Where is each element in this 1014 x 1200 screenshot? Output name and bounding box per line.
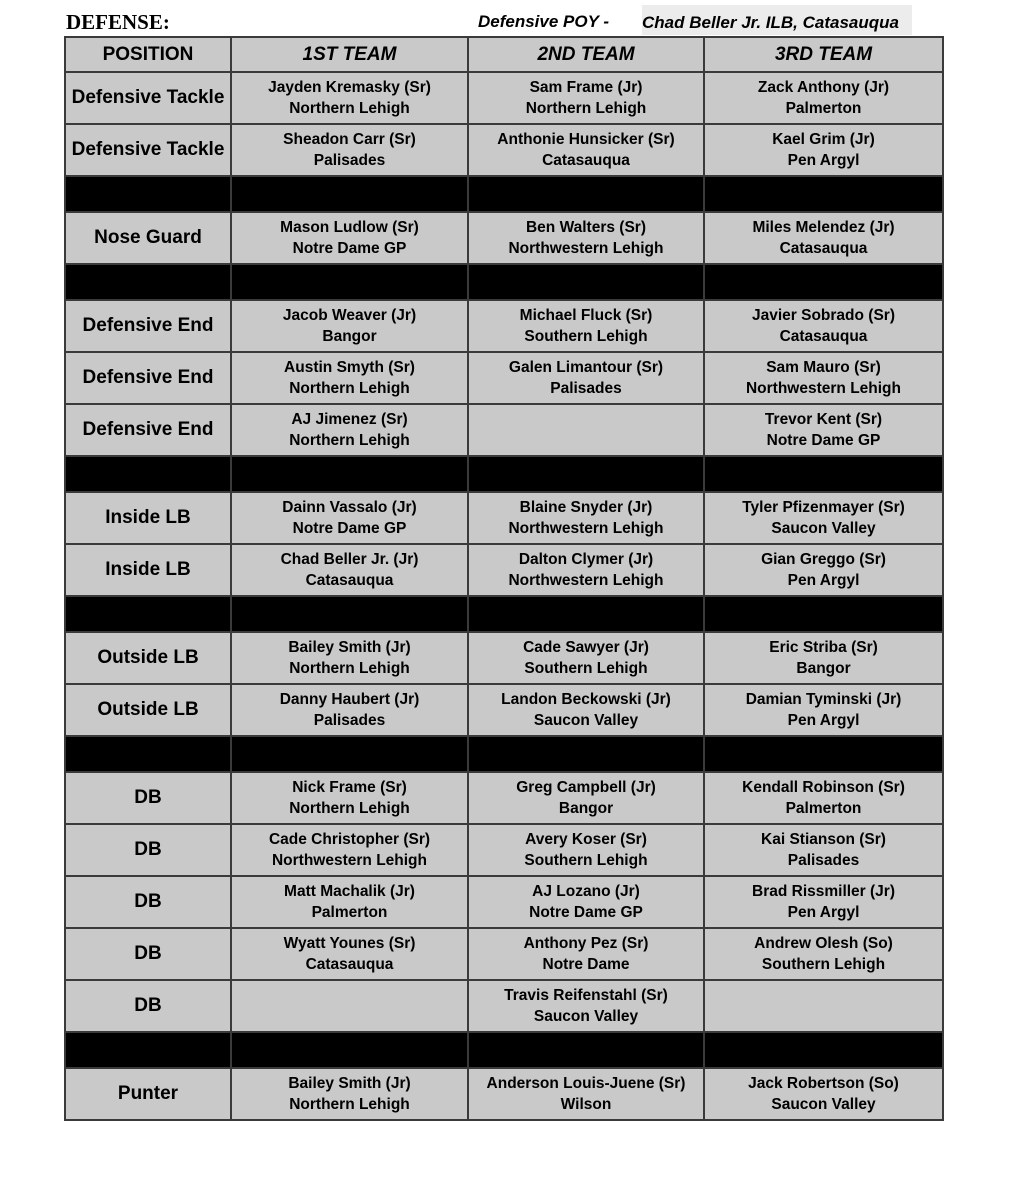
player-name: Dalton Clymer (Jr) bbox=[518, 551, 654, 568]
player-name: Eric Striba (Sr) bbox=[769, 639, 878, 656]
header-second-team: 2ND TEAM bbox=[468, 37, 704, 72]
poy-label: Defensive POY - bbox=[478, 12, 610, 31]
player-name: Sam Frame (Jr) bbox=[529, 79, 643, 96]
table-row bbox=[65, 124, 943, 176]
position-cell: Defensive End bbox=[65, 352, 231, 404]
third-team-cell bbox=[704, 544, 943, 596]
third-team-cell bbox=[704, 876, 943, 928]
player-school: Bangor bbox=[322, 328, 377, 345]
separator-cell bbox=[468, 596, 704, 632]
player-school: Palisades bbox=[313, 152, 386, 169]
table-row bbox=[65, 980, 943, 1032]
player-name: Bailey Smith (Jr) bbox=[288, 639, 411, 656]
player-school: Northern Lehigh bbox=[289, 432, 410, 449]
player-name: Andrew Olesh (So) bbox=[754, 935, 893, 952]
player-school: Palmerton bbox=[785, 800, 862, 817]
player-name: Anthonie Hunsicker (Sr) bbox=[497, 131, 675, 148]
third-team-cell bbox=[704, 684, 943, 736]
player-school: Northern Lehigh bbox=[289, 800, 410, 817]
player-school: Bangor bbox=[796, 660, 851, 677]
player-name: Damian Tyminski (Jr) bbox=[745, 691, 902, 708]
player-name: Tyler Pfizenmayer (Sr) bbox=[742, 499, 905, 516]
separator-cell bbox=[65, 176, 231, 212]
player-school: Wilson bbox=[560, 1096, 612, 1113]
separator-cell bbox=[231, 456, 468, 492]
second-team-cell bbox=[468, 404, 704, 456]
player-school: Notre Dame GP bbox=[292, 240, 407, 257]
first-team-cell bbox=[231, 352, 468, 404]
third-team-cell bbox=[704, 928, 943, 980]
separator-cell bbox=[704, 1032, 943, 1068]
player-school: Palmerton bbox=[785, 100, 862, 117]
player-name: Danny Haubert (Jr) bbox=[279, 691, 420, 708]
player-name: AJ Lozano (Jr) bbox=[532, 883, 640, 900]
player-name: Cade Christopher (Sr) bbox=[268, 831, 431, 848]
first-team-cell bbox=[231, 632, 468, 684]
player-school: Pen Argyl bbox=[787, 572, 860, 589]
player-name: Brad Rissmiller (Jr) bbox=[752, 883, 895, 900]
player-school: Notre Dame GP bbox=[292, 520, 407, 537]
player-school: Pen Argyl bbox=[787, 152, 860, 169]
player-school: Southern Lehigh bbox=[524, 852, 648, 869]
position-cell: DB bbox=[65, 876, 231, 928]
separator-cell bbox=[468, 264, 704, 300]
player-school: Saucon Valley bbox=[533, 712, 639, 729]
table-row bbox=[65, 876, 943, 928]
player-name: Jacob Weaver (Jr) bbox=[282, 307, 417, 324]
separator-row bbox=[65, 176, 943, 212]
third-team-cell bbox=[704, 1068, 943, 1120]
separator-cell bbox=[704, 596, 943, 632]
separator-cell bbox=[231, 176, 468, 212]
separator-cell bbox=[65, 264, 231, 300]
table-row bbox=[65, 404, 943, 456]
second-team-cell bbox=[468, 684, 704, 736]
first-team-cell bbox=[231, 72, 468, 124]
player-name: Ben Walters (Sr) bbox=[525, 219, 646, 236]
separator-cell bbox=[468, 456, 704, 492]
table-header-row bbox=[65, 37, 943, 72]
separator-row bbox=[65, 596, 943, 632]
position-cell: DB bbox=[65, 824, 231, 876]
separator-cell bbox=[231, 264, 468, 300]
player-school: Southern Lehigh bbox=[524, 660, 648, 677]
header-first-team: 1ST TEAM bbox=[231, 37, 468, 72]
player-name: Cade Sawyer (Jr) bbox=[523, 639, 649, 656]
first-team-cell bbox=[231, 544, 468, 596]
player-name: Kendall Robinson (Sr) bbox=[742, 779, 905, 796]
player-school: Saucon Valley bbox=[771, 520, 876, 537]
player-name: Kai Stianson (Sr) bbox=[761, 831, 886, 848]
second-team-cell bbox=[468, 980, 704, 1032]
player-school: Catasauqua bbox=[542, 152, 630, 169]
position-cell: Outside LB bbox=[65, 632, 231, 684]
separator-row bbox=[65, 456, 943, 492]
separator-cell bbox=[704, 176, 943, 212]
player-name: Chad Beller Jr. (Jr) bbox=[280, 551, 419, 568]
player-school: Pen Argyl bbox=[787, 712, 860, 729]
player-school: Palmerton bbox=[311, 904, 388, 921]
player-name: Sheadon Carr (Sr) bbox=[283, 131, 416, 148]
separator-cell bbox=[231, 736, 468, 772]
player-school: Catasauqua bbox=[779, 240, 868, 257]
table-row bbox=[65, 212, 943, 264]
player-school: Northern Lehigh bbox=[289, 660, 410, 677]
table-row bbox=[65, 300, 943, 352]
first-team-cell bbox=[231, 980, 468, 1032]
position-cell: Punter bbox=[65, 1068, 231, 1120]
header-position: POSITION bbox=[65, 37, 231, 72]
second-team-cell bbox=[468, 928, 704, 980]
player-name: Travis Reifenstahl (Sr) bbox=[504, 987, 668, 1004]
position-cell: Defensive Tackle bbox=[65, 124, 231, 176]
separator-cell bbox=[231, 1032, 468, 1068]
player-school: Saucon Valley bbox=[771, 1096, 876, 1113]
player-name: Avery Koser (Sr) bbox=[525, 831, 647, 848]
first-team-cell bbox=[231, 876, 468, 928]
position-cell: Nose Guard bbox=[65, 212, 231, 264]
player-name: Wyatt Younes (Sr) bbox=[283, 935, 416, 952]
player-school: Notre Dame bbox=[542, 956, 630, 973]
player-school: Northwestern Lehigh bbox=[508, 520, 664, 537]
player-name: Javier Sobrado (Sr) bbox=[752, 307, 895, 324]
player-name: Sam Mauro (Sr) bbox=[766, 359, 881, 376]
second-team-cell bbox=[468, 876, 704, 928]
player-school: Northern Lehigh bbox=[289, 1096, 410, 1113]
table-body bbox=[65, 72, 943, 1120]
position-cell: DB bbox=[65, 980, 231, 1032]
player-name: AJ Jimenez (Sr) bbox=[291, 411, 408, 428]
third-team-cell bbox=[704, 300, 943, 352]
position-cell: Inside LB bbox=[65, 492, 231, 544]
table-row bbox=[65, 824, 943, 876]
first-team-cell bbox=[231, 404, 468, 456]
second-team-cell bbox=[468, 72, 704, 124]
player-school: Catasauqua bbox=[305, 572, 394, 589]
second-team-cell bbox=[468, 544, 704, 596]
player-school: Northwestern Lehigh bbox=[508, 240, 664, 257]
second-team-cell bbox=[468, 300, 704, 352]
second-team-cell bbox=[468, 124, 704, 176]
table-row bbox=[65, 1068, 943, 1120]
player-name: Mason Ludlow (Sr) bbox=[280, 219, 419, 236]
player-school: Northern Lehigh bbox=[289, 380, 410, 397]
player-name: Bailey Smith (Jr) bbox=[288, 1075, 411, 1092]
separator-cell bbox=[468, 1032, 704, 1068]
position-cell: Defensive End bbox=[65, 404, 231, 456]
separator-row bbox=[65, 264, 943, 300]
table-row bbox=[65, 544, 943, 596]
separator-cell bbox=[468, 176, 704, 212]
second-team-cell bbox=[468, 632, 704, 684]
second-team-cell bbox=[468, 492, 704, 544]
table-row bbox=[65, 684, 943, 736]
first-team-cell bbox=[231, 824, 468, 876]
player-name: Anthony Pez (Sr) bbox=[523, 935, 649, 952]
third-team-cell bbox=[704, 124, 943, 176]
separator-cell bbox=[704, 264, 943, 300]
player-name: Jayden Kremasky (Sr) bbox=[268, 79, 431, 96]
player-name: Trevor Kent (Sr) bbox=[764, 411, 883, 428]
separator-cell bbox=[65, 596, 231, 632]
poy-value: Chad Beller Jr. ILB, Catasauqua bbox=[642, 5, 912, 35]
player-school: Bangor bbox=[558, 800, 614, 817]
header-third-team: 3RD TEAM bbox=[704, 37, 943, 72]
player-name: Michael Fluck (Sr) bbox=[519, 307, 653, 324]
table-row bbox=[65, 632, 943, 684]
third-team-cell bbox=[704, 352, 943, 404]
player-school: Palisades bbox=[550, 380, 622, 397]
player-school: Pen Argyl bbox=[787, 904, 860, 921]
player-name: Miles Melendez (Jr) bbox=[752, 219, 895, 236]
position-cell: Defensive Tackle bbox=[65, 72, 231, 124]
player-name: Kael Grim (Jr) bbox=[772, 131, 875, 148]
separator-cell bbox=[65, 456, 231, 492]
player-school: Southern Lehigh bbox=[524, 328, 648, 345]
second-team-cell bbox=[468, 772, 704, 824]
table-row bbox=[65, 492, 943, 544]
first-team-cell bbox=[231, 928, 468, 980]
player-name: Blaine Snyder (Jr) bbox=[519, 499, 653, 516]
player-school: Northwestern Lehigh bbox=[745, 380, 901, 397]
table-row bbox=[65, 928, 943, 980]
player-school: Saucon Valley bbox=[533, 1008, 639, 1025]
position-cell: Defensive End bbox=[65, 300, 231, 352]
player-name: Zack Anthony (Jr) bbox=[757, 79, 890, 96]
separator-cell bbox=[231, 596, 468, 632]
player-name: Anderson Louis-Juene (Sr) bbox=[486, 1075, 686, 1092]
second-team-cell bbox=[468, 1068, 704, 1120]
player-school: Notre Dame GP bbox=[766, 432, 881, 449]
all-conference-defense-table bbox=[64, 36, 944, 1121]
section-title: DEFENSE: bbox=[66, 10, 170, 34]
separator-row bbox=[65, 736, 943, 772]
player-name: Gian Greggo (Sr) bbox=[761, 551, 886, 568]
position-cell: Inside LB bbox=[65, 544, 231, 596]
player-name: Jack Robertson (So) bbox=[748, 1075, 899, 1092]
player-name: Nick Frame (Sr) bbox=[292, 779, 407, 796]
position-cell: DB bbox=[65, 772, 231, 824]
player-school: Northern Lehigh bbox=[289, 100, 410, 117]
player-name: Landon Beckowski (Jr) bbox=[501, 691, 671, 708]
table-row bbox=[65, 352, 943, 404]
player-school: Northwestern Lehigh bbox=[508, 572, 664, 589]
player-school: Palisades bbox=[313, 712, 386, 729]
third-team-cell bbox=[704, 72, 943, 124]
player-name: Dainn Vassalo (Jr) bbox=[282, 499, 417, 516]
player-school: Notre Dame GP bbox=[529, 904, 643, 921]
third-team-cell bbox=[704, 772, 943, 824]
second-team-cell bbox=[468, 212, 704, 264]
player-name: Greg Campbell (Jr) bbox=[516, 779, 656, 796]
player-school: Palisades bbox=[787, 852, 860, 869]
first-team-cell bbox=[231, 212, 468, 264]
table-row bbox=[65, 772, 943, 824]
first-team-cell bbox=[231, 492, 468, 544]
separator-cell bbox=[65, 736, 231, 772]
player-school: Catasauqua bbox=[779, 328, 868, 345]
second-team-cell bbox=[468, 824, 704, 876]
player-school: Catasauqua bbox=[305, 956, 394, 973]
table-row bbox=[65, 72, 943, 124]
separator-cell bbox=[65, 1032, 231, 1068]
first-team-cell bbox=[231, 300, 468, 352]
separator-cell bbox=[468, 736, 704, 772]
first-team-cell bbox=[231, 684, 468, 736]
second-team-cell bbox=[468, 352, 704, 404]
player-name: Austin Smyth (Sr) bbox=[284, 359, 415, 376]
player-school: Northern Lehigh bbox=[525, 100, 647, 117]
position-cell: DB bbox=[65, 928, 231, 980]
first-team-cell bbox=[231, 1068, 468, 1120]
third-team-cell bbox=[704, 980, 943, 1032]
player-name: Matt Machalik (Jr) bbox=[284, 883, 415, 900]
player-school: Northwestern Lehigh bbox=[271, 852, 427, 869]
third-team-cell bbox=[704, 212, 943, 264]
player-school: Southern Lehigh bbox=[761, 956, 886, 973]
first-team-cell bbox=[231, 124, 468, 176]
position-cell: Outside LB bbox=[65, 684, 231, 736]
third-team-cell bbox=[704, 492, 943, 544]
third-team-cell bbox=[704, 824, 943, 876]
player-name: Galen Limantour (Sr) bbox=[508, 359, 664, 376]
separator-cell bbox=[704, 736, 943, 772]
third-team-cell bbox=[704, 632, 943, 684]
first-team-cell bbox=[231, 772, 468, 824]
separator-cell bbox=[704, 456, 943, 492]
third-team-cell bbox=[704, 404, 943, 456]
separator-row bbox=[65, 1032, 943, 1068]
